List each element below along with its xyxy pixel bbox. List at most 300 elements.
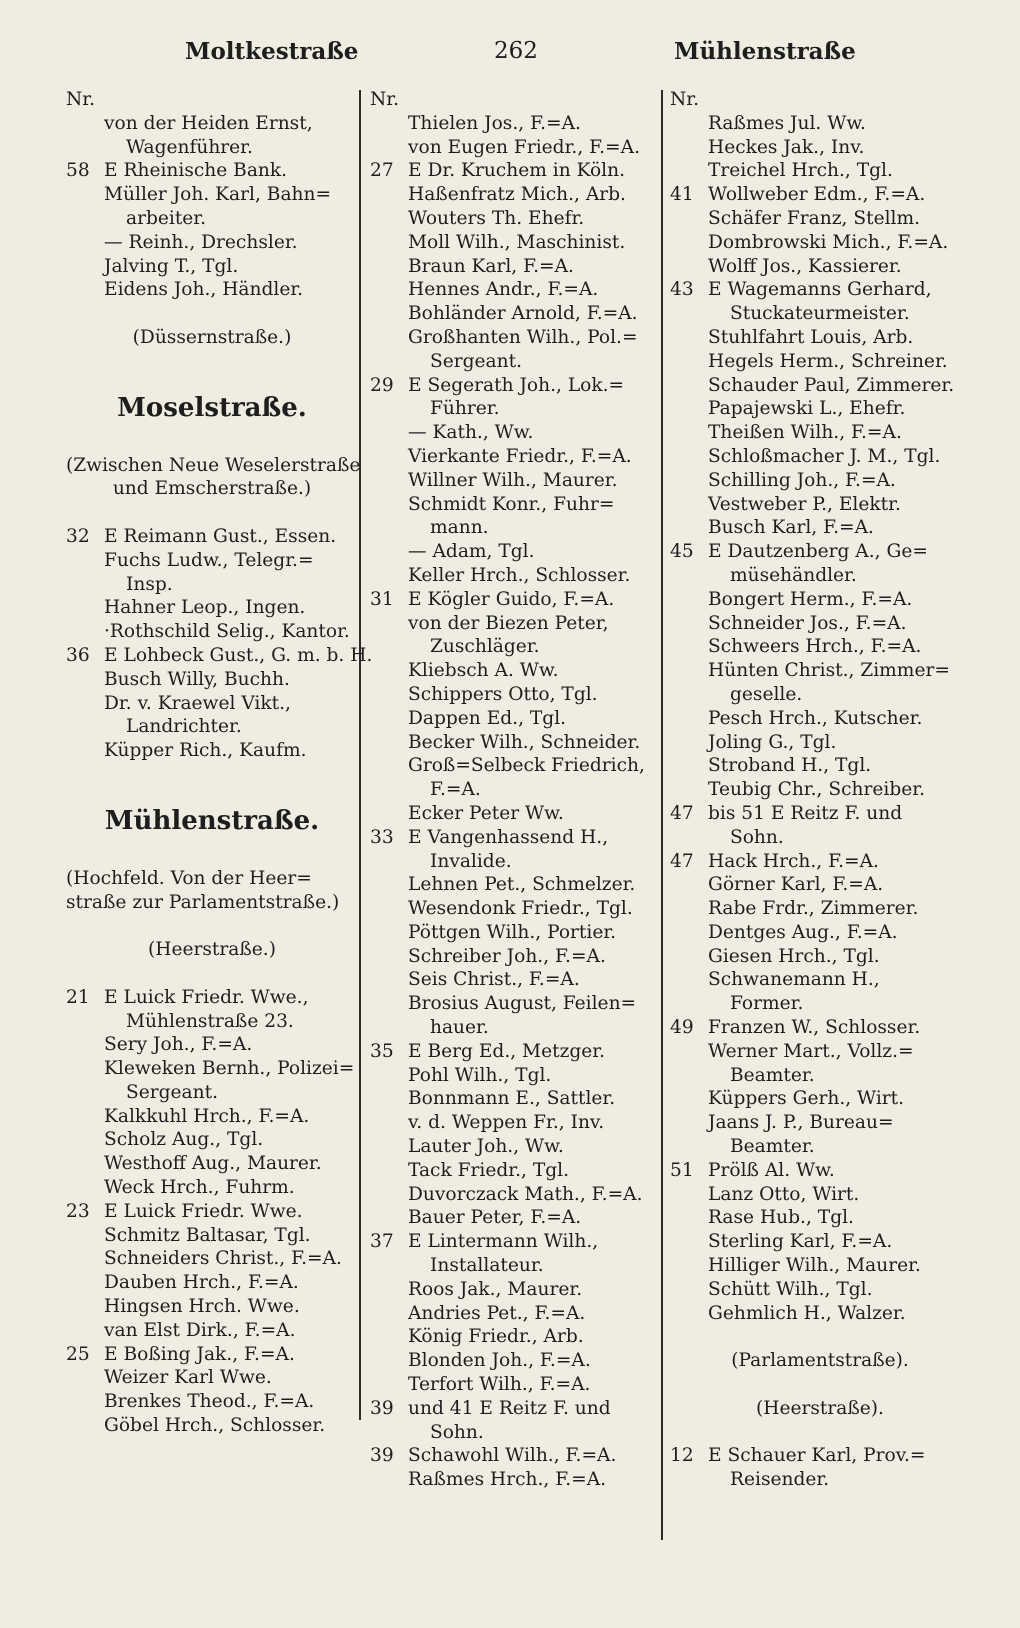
house-number: 37 bbox=[370, 1231, 394, 1253]
entry-text: Eidens Joh., Händler. bbox=[104, 279, 304, 301]
directory-entry bbox=[370, 968, 660, 992]
entry-text: Wesendonk Friedr., Tgl. bbox=[408, 898, 633, 920]
entry-text: Weck Hrch., Fuhrm. bbox=[104, 1177, 295, 1199]
entry-text: Küpper Rich., Kaufm. bbox=[104, 740, 307, 762]
entry-text: E Wagemanns Gerhard, bbox=[708, 279, 932, 301]
directory-entry bbox=[670, 159, 970, 183]
entry-text: Müller Joh. Karl, Bahn= bbox=[104, 184, 332, 206]
directory-entry bbox=[670, 278, 970, 302]
house-number: 31 bbox=[370, 588, 394, 610]
entry-text: Beamter. bbox=[730, 1064, 815, 1086]
directory-entry bbox=[670, 1064, 970, 1088]
directory-entry bbox=[370, 707, 660, 731]
house-number: 23 bbox=[66, 1200, 90, 1222]
directory-entry bbox=[66, 1033, 358, 1057]
house-number: 51 bbox=[670, 1159, 694, 1181]
house-number: 32 bbox=[66, 525, 90, 547]
entry-text: Ecker Peter Ww. bbox=[408, 802, 564, 824]
spacer bbox=[66, 914, 358, 938]
entry-text: Weizer Karl Wwe. bbox=[104, 1367, 272, 1389]
entry-text: E Luick Friedr. Wwe. bbox=[104, 1200, 303, 1222]
entry-text: E Dr. Kruchem in Köln. bbox=[408, 160, 625, 182]
directory-entry bbox=[66, 1081, 358, 1105]
running-head-left: Moltkestraße bbox=[185, 38, 359, 65]
entry-text: Jaans J. P., Bureau= bbox=[708, 1112, 894, 1134]
entry-text: E Luick Friedr. Wwe., bbox=[104, 986, 309, 1008]
entry-text: Groß=Selbeck Friedrich, bbox=[408, 755, 645, 777]
spacer bbox=[66, 302, 358, 326]
house-number: 39 bbox=[370, 1397, 394, 1419]
entry-text: Hegels Herm., Schreiner. bbox=[708, 350, 948, 372]
directory-entry bbox=[370, 992, 660, 1016]
directory-entry bbox=[66, 112, 358, 136]
directory-entry bbox=[670, 1087, 970, 1111]
directory-entry bbox=[66, 1247, 358, 1271]
section-note bbox=[66, 326, 358, 350]
entry-text: Willner Wilh., Maurer. bbox=[408, 469, 618, 491]
entry-text: Tack Friedr., Tgl. bbox=[408, 1159, 570, 1181]
running-head-right: Mühlenstraße bbox=[674, 38, 856, 65]
directory-entry bbox=[670, 1111, 970, 1135]
entry-text: Reisender. bbox=[730, 1469, 830, 1491]
directory-entry bbox=[370, 469, 660, 493]
directory-entry bbox=[370, 374, 660, 398]
directory-entry bbox=[66, 739, 358, 763]
directory-entry bbox=[66, 1414, 358, 1438]
entry-text: Lauter Joh., Ww. bbox=[408, 1136, 564, 1158]
entry-text: Schäfer Franz, Stellm. bbox=[708, 207, 921, 229]
entry-text: E Boßing Jak., F.=A. bbox=[104, 1343, 295, 1365]
entry-text: Westhoff Aug., Maurer. bbox=[104, 1153, 322, 1175]
section-note bbox=[670, 1397, 970, 1421]
entry-text: Haßenfratz Mich., Arb. bbox=[408, 184, 626, 206]
entry-text: Stuckateurmeister. bbox=[730, 303, 910, 325]
directory-entry bbox=[670, 731, 970, 755]
directory-entry bbox=[370, 778, 660, 802]
directory-entry bbox=[66, 644, 373, 668]
directory-entry bbox=[370, 278, 660, 302]
entry-text: Pöttgen Wilh., Portier. bbox=[408, 921, 617, 943]
entry-text: Keller Hrch., Schlosser. bbox=[408, 564, 631, 586]
directory-entry bbox=[670, 564, 970, 588]
section-note bbox=[66, 867, 358, 891]
directory-entry bbox=[670, 683, 970, 707]
section-note bbox=[66, 938, 358, 962]
entry-text: E Berg Ed., Metzger. bbox=[408, 1040, 606, 1062]
entry-text: hauer. bbox=[430, 1017, 489, 1039]
entry-text: Moll Wilh., Maschinist. bbox=[408, 231, 626, 253]
house-number: 47 bbox=[670, 850, 694, 872]
directory-entry bbox=[670, 1444, 970, 1468]
directory-entry bbox=[670, 350, 970, 374]
directory-entry bbox=[670, 1135, 970, 1159]
entry-text: Schweers Hrch., F.=A. bbox=[708, 636, 922, 658]
entry-text: Nr. bbox=[670, 89, 700, 110]
directory-entry bbox=[670, 754, 970, 778]
directory-entry bbox=[370, 1040, 660, 1064]
directory-entry bbox=[370, 516, 660, 540]
directory-entry bbox=[670, 1278, 970, 1302]
directory-entry bbox=[670, 183, 970, 207]
entry-text: Joling G., Tgl. bbox=[708, 731, 837, 753]
street-heading: Mühlenstraße. bbox=[104, 805, 320, 836]
directory-entry bbox=[370, 421, 660, 445]
directory-entry bbox=[370, 540, 660, 564]
entry-text: Theißen Wilh., F.=A. bbox=[708, 422, 902, 444]
entry-text: Schloßmacher J. M., Tgl. bbox=[708, 445, 941, 467]
directory-entry bbox=[370, 159, 660, 183]
entry-text: Giesen Hrch., Tgl. bbox=[708, 945, 880, 967]
entry-text: (Düssernstraße.) bbox=[132, 326, 292, 348]
entry-text: Rase Hub., Tgl. bbox=[708, 1207, 854, 1229]
directory-entry bbox=[670, 850, 970, 874]
entry-text: von Eugen Friedr., F.=A. bbox=[408, 136, 640, 158]
column-label bbox=[66, 88, 358, 112]
entry-text: van Elst Dirk., F.=A. bbox=[104, 1319, 296, 1341]
directory-entry bbox=[370, 1349, 660, 1373]
directory-entry bbox=[370, 397, 660, 421]
entry-text: bis 51 E Reitz F. und bbox=[708, 802, 903, 824]
directory-entry bbox=[66, 1390, 358, 1414]
directory-entry bbox=[670, 326, 970, 350]
entry-text: E Segerath Joh., Lok.= bbox=[408, 374, 625, 396]
house-number: 33 bbox=[370, 826, 394, 848]
directory-entry bbox=[670, 469, 970, 493]
entry-text: müsehändler. bbox=[730, 564, 857, 586]
directory-entry bbox=[66, 1128, 358, 1152]
directory-entry bbox=[670, 1206, 970, 1230]
entry-text: E Schauer Karl, Prov.= bbox=[708, 1445, 926, 1467]
column-label bbox=[670, 88, 970, 112]
entry-text: (Heerstraße.) bbox=[148, 939, 276, 961]
directory-entry bbox=[66, 183, 358, 207]
directory-entry bbox=[370, 612, 660, 636]
entry-text: Andries Pet., F.=A. bbox=[408, 1302, 586, 1324]
directory-entry bbox=[66, 278, 358, 302]
entry-text: E Reimann Gust., Essen. bbox=[104, 525, 337, 547]
house-number: 29 bbox=[370, 374, 394, 396]
directory-entry bbox=[66, 1176, 358, 1200]
house-number: 27 bbox=[370, 160, 394, 182]
entry-text: Beamter. bbox=[730, 1136, 815, 1158]
entry-text: Vierkante Friedr., F.=A. bbox=[408, 445, 632, 467]
entry-text: Dr. v. Kraewel Vikt., bbox=[104, 692, 291, 714]
entry-text: Zuschläger. bbox=[430, 636, 540, 658]
spacer bbox=[66, 350, 358, 386]
directory-entry bbox=[370, 1325, 660, 1349]
street-heading: Moselstraße. bbox=[117, 392, 307, 423]
entry-text: Großhanten Wilh., Pol.= bbox=[408, 326, 638, 348]
directory-entry bbox=[66, 986, 358, 1010]
entry-text: Dauben Hrch., F.=A. bbox=[104, 1272, 299, 1294]
directory-entry bbox=[370, 231, 660, 255]
directory-entry bbox=[370, 445, 660, 469]
entry-text: E Vangenhassend H., bbox=[408, 826, 609, 848]
entry-text: Stroband H., Tgl. bbox=[708, 755, 872, 777]
entry-text: — Kath., Ww. bbox=[408, 422, 534, 444]
entry-text: E Rheinische Bank. bbox=[104, 160, 288, 182]
directory-entry bbox=[670, 421, 970, 445]
directory-entry bbox=[670, 826, 970, 850]
directory-entry bbox=[670, 659, 970, 683]
entry-text: Treichel Hrch., Tgl. bbox=[708, 160, 893, 182]
directory-entry bbox=[370, 112, 660, 136]
directory-entry bbox=[370, 659, 660, 683]
entry-text: (Parlamentstraße). bbox=[731, 1350, 909, 1372]
entry-text: und Emscherstraße.) bbox=[112, 478, 312, 500]
directory-entry bbox=[370, 826, 660, 850]
directory-entry bbox=[370, 326, 660, 350]
entry-text: Seis Christ., F.=A. bbox=[408, 969, 580, 991]
entry-text: Bongert Herm., F.=A. bbox=[708, 588, 913, 610]
section-note bbox=[66, 454, 361, 478]
house-number: 12 bbox=[670, 1445, 694, 1467]
spacer bbox=[670, 1421, 970, 1445]
entry-text: Bohländer Arnold, F.=A. bbox=[408, 303, 638, 325]
directory-entry bbox=[370, 1373, 660, 1397]
section-note bbox=[66, 891, 358, 915]
directory-entry bbox=[370, 207, 660, 231]
entry-text: Küppers Gerh., Wirt. bbox=[708, 1088, 905, 1110]
entry-text: Thielen Jos., F.=A. bbox=[408, 112, 581, 134]
directory-entry bbox=[670, 1230, 970, 1254]
house-number: 45 bbox=[670, 541, 694, 563]
directory-entry bbox=[670, 112, 970, 136]
entry-text: und 41 E Reitz F. und bbox=[408, 1397, 611, 1419]
entry-text: Duvorczack Math., F.=A. bbox=[408, 1183, 643, 1205]
directory-entry bbox=[670, 207, 970, 231]
entry-text: E Lohbeck Gust., G. m. b. H. bbox=[104, 644, 373, 666]
entry-text: Schneiders Christ., F.=A. bbox=[104, 1248, 342, 1270]
spacer bbox=[66, 763, 358, 799]
directory-entry bbox=[370, 897, 660, 921]
entry-text: von der Heiden Ernst, bbox=[104, 112, 313, 134]
directory-entry bbox=[370, 945, 660, 969]
entry-text: Pohl Wilh., Tgl. bbox=[408, 1064, 552, 1086]
directory-entry bbox=[370, 588, 660, 612]
entry-text: Becker Wilh., Schneider. bbox=[408, 731, 641, 753]
entry-text: Wouters Th. Ehefr. bbox=[408, 207, 585, 229]
directory-entry bbox=[370, 564, 660, 588]
entry-text: Sergeant. bbox=[126, 1081, 218, 1103]
spacer bbox=[670, 1373, 970, 1397]
directory-entry bbox=[670, 445, 970, 469]
directory-entry bbox=[370, 1135, 660, 1159]
directory-entry bbox=[370, 921, 660, 945]
directory-entry bbox=[370, 635, 660, 659]
entry-text: Sterling Karl, F.=A. bbox=[708, 1231, 893, 1253]
entry-text: Nr. bbox=[66, 89, 96, 110]
entry-text: Jalving T., Tgl. bbox=[104, 255, 239, 277]
entry-text: Brenkes Theod., F.=A. bbox=[104, 1391, 315, 1413]
entry-text: Göbel Hrch., Schlosser. bbox=[104, 1415, 326, 1437]
house-number: 35 bbox=[370, 1040, 394, 1062]
entry-text: Schilling Joh., F.=A. bbox=[708, 469, 896, 491]
directory-entry bbox=[370, 183, 660, 207]
entry-text: Dentges Aug., F.=A. bbox=[708, 921, 898, 943]
house-number: 49 bbox=[670, 1017, 694, 1039]
directory-entry bbox=[66, 1010, 358, 1034]
page-header bbox=[0, 38, 1020, 74]
directory-entry bbox=[670, 540, 970, 564]
entry-text: Raßmes Hrch., F.=A. bbox=[408, 1469, 607, 1491]
entry-text: Former. bbox=[730, 993, 804, 1015]
entry-text: mann. bbox=[430, 517, 489, 539]
directory-entry bbox=[66, 1057, 358, 1081]
entry-text: Mühlenstraße 23. bbox=[126, 1010, 294, 1032]
entry-text: Prölß Al. Ww. bbox=[708, 1159, 835, 1181]
entry-text: Rabe Frdr., Zimmerer. bbox=[708, 898, 919, 920]
entry-text: — Reinh., Drechsler. bbox=[104, 231, 298, 253]
entry-text: Teubig Chr., Schreiber. bbox=[708, 779, 926, 801]
spacer bbox=[66, 430, 358, 454]
entry-text: Hennes Andr., F.=A. bbox=[408, 279, 599, 301]
entry-text: Wollweber Edm., F.=A. bbox=[708, 184, 926, 206]
entry-text: Installateur. bbox=[430, 1255, 544, 1277]
house-number: 43 bbox=[670, 279, 694, 301]
entry-text: Schippers Otto, Tgl. bbox=[408, 683, 598, 705]
directory-entry bbox=[670, 945, 970, 969]
directory-entry bbox=[370, 683, 660, 707]
spacer bbox=[66, 501, 358, 525]
entry-text: Invalide. bbox=[430, 850, 512, 872]
directory-entry bbox=[66, 255, 358, 279]
directory-entry bbox=[370, 1064, 660, 1088]
directory-entry bbox=[670, 302, 970, 326]
house-number: 25 bbox=[66, 1343, 90, 1365]
entry-text: (Hochfeld. Von der Heer= bbox=[66, 867, 312, 889]
entry-text: Wagenführer. bbox=[126, 136, 253, 158]
directory-entry bbox=[370, 1183, 660, 1207]
directory-entry bbox=[66, 1295, 358, 1319]
entry-text: (Heerstraße). bbox=[756, 1397, 884, 1419]
entry-text: Schwanemann H., bbox=[708, 969, 880, 991]
directory-entry bbox=[66, 596, 358, 620]
entry-text: Busch Karl, F.=A. bbox=[708, 517, 874, 539]
entry-text: Franzen W., Schlosser. bbox=[708, 1017, 921, 1039]
entry-text: Sergeant. bbox=[430, 350, 522, 372]
directory-entry bbox=[670, 1016, 970, 1040]
directory-entry bbox=[370, 1016, 660, 1040]
spacer bbox=[66, 843, 358, 867]
entry-text: Schmidt Konr., Fuhr= bbox=[408, 493, 615, 515]
directory-entry bbox=[370, 136, 660, 160]
column-divider bbox=[661, 90, 663, 1540]
entry-text: Lanz Otto, Wirt. bbox=[708, 1183, 860, 1205]
page-number: 262 bbox=[494, 38, 538, 64]
directory-entry bbox=[670, 992, 970, 1016]
directory-entry bbox=[66, 715, 358, 739]
spacer bbox=[66, 962, 358, 986]
directory-entry bbox=[670, 231, 970, 255]
entry-text: Papajewski L., Ehefr. bbox=[708, 398, 906, 420]
entry-text: Sohn. bbox=[430, 1421, 484, 1443]
house-number: 47 bbox=[670, 802, 694, 824]
house-number: 58 bbox=[66, 160, 90, 182]
column-label bbox=[370, 88, 660, 112]
house-number: 36 bbox=[66, 644, 90, 666]
directory-entry bbox=[66, 525, 358, 549]
entry-text: Busch Willy, Buchh. bbox=[104, 668, 290, 690]
entry-text: Sery Joh., F.=A. bbox=[104, 1034, 253, 1056]
entry-text: Werner Mart., Vollz.= bbox=[708, 1040, 914, 1062]
directory-entry bbox=[66, 1152, 358, 1176]
entry-text: Bonnmann E., Sattler. bbox=[408, 1088, 616, 1110]
directory-entry bbox=[670, 1040, 970, 1064]
directory-entry bbox=[670, 707, 970, 731]
directory-entry bbox=[66, 620, 358, 644]
entry-text: Stuhlfahrt Louis, Arb. bbox=[708, 326, 914, 348]
entry-text: — Adam, Tgl. bbox=[408, 541, 535, 563]
directory-entry bbox=[66, 136, 358, 160]
directory-entry bbox=[670, 136, 970, 160]
section-note bbox=[670, 1349, 970, 1373]
directory-entry bbox=[670, 516, 970, 540]
directory-entry bbox=[670, 612, 970, 636]
entry-text: Bauer Peter, F.=A. bbox=[408, 1207, 582, 1229]
entry-text: Fuchs Ludw., Telegr.= bbox=[104, 549, 314, 571]
directory-entry bbox=[670, 635, 970, 659]
house-number: 39 bbox=[370, 1445, 394, 1467]
directory-entry bbox=[66, 231, 358, 255]
directory-entry bbox=[670, 493, 970, 517]
directory-entry bbox=[66, 692, 358, 716]
directory-entry bbox=[370, 302, 660, 326]
directory-entry bbox=[670, 1468, 970, 1492]
directory-entry bbox=[66, 668, 358, 692]
entry-text: Schawohl Wilh., F.=A. bbox=[408, 1445, 617, 1467]
directory-entry bbox=[370, 255, 660, 279]
directory-entry bbox=[66, 207, 358, 231]
directory-entry bbox=[66, 549, 358, 573]
directory-entry bbox=[370, 1468, 660, 1492]
entry-text: Vestweber P., Elektr. bbox=[708, 493, 901, 515]
directory-entry bbox=[370, 1111, 660, 1135]
directory-entry bbox=[670, 255, 970, 279]
entry-text: Sohn. bbox=[730, 826, 784, 848]
directory-entry bbox=[370, 350, 660, 374]
directory-entry bbox=[370, 1397, 660, 1421]
directory-column-3 bbox=[670, 88, 970, 1492]
directory-entry bbox=[370, 1230, 660, 1254]
entry-text: Raßmes Jul. Ww. bbox=[708, 112, 866, 134]
directory-entry bbox=[370, 1159, 660, 1183]
directory-entry bbox=[370, 493, 660, 517]
entry-text: König Friedr., Arb. bbox=[408, 1326, 584, 1348]
entry-text: Hahner Leop., Ingen. bbox=[104, 597, 306, 619]
entry-text: geselle. bbox=[730, 683, 803, 705]
directory-entry bbox=[670, 968, 970, 992]
entry-text: arbeiter. bbox=[126, 207, 207, 229]
directory-entry bbox=[66, 1224, 358, 1248]
entry-text: Görner Karl, F.=A. bbox=[708, 874, 884, 896]
entry-text: Dappen Ed., Tgl. bbox=[408, 707, 567, 729]
directory-entry bbox=[370, 1278, 660, 1302]
entry-text: Braun Karl, F.=A. bbox=[408, 255, 574, 277]
entry-text: Nr. bbox=[370, 89, 400, 110]
entry-text: Scholz Aug., Tgl. bbox=[104, 1129, 264, 1151]
entry-text: (Zwischen Neue Weselerstraße bbox=[66, 454, 361, 476]
directory-entry bbox=[670, 802, 970, 826]
entry-text: Schmitz Baltasar, Tgl. bbox=[104, 1224, 311, 1246]
entry-text: Insp. bbox=[126, 573, 173, 595]
entry-text: Lehnen Pet., Schmelzer. bbox=[408, 874, 636, 896]
entry-text: E Dautzenberg A., Ge= bbox=[708, 541, 928, 563]
entry-text: Heckes Jak., Inv. bbox=[708, 136, 865, 158]
directory-column-2 bbox=[370, 88, 660, 1492]
entry-text: Kalkkuhl Hrch., F.=A. bbox=[104, 1105, 310, 1127]
section-note bbox=[66, 477, 358, 501]
